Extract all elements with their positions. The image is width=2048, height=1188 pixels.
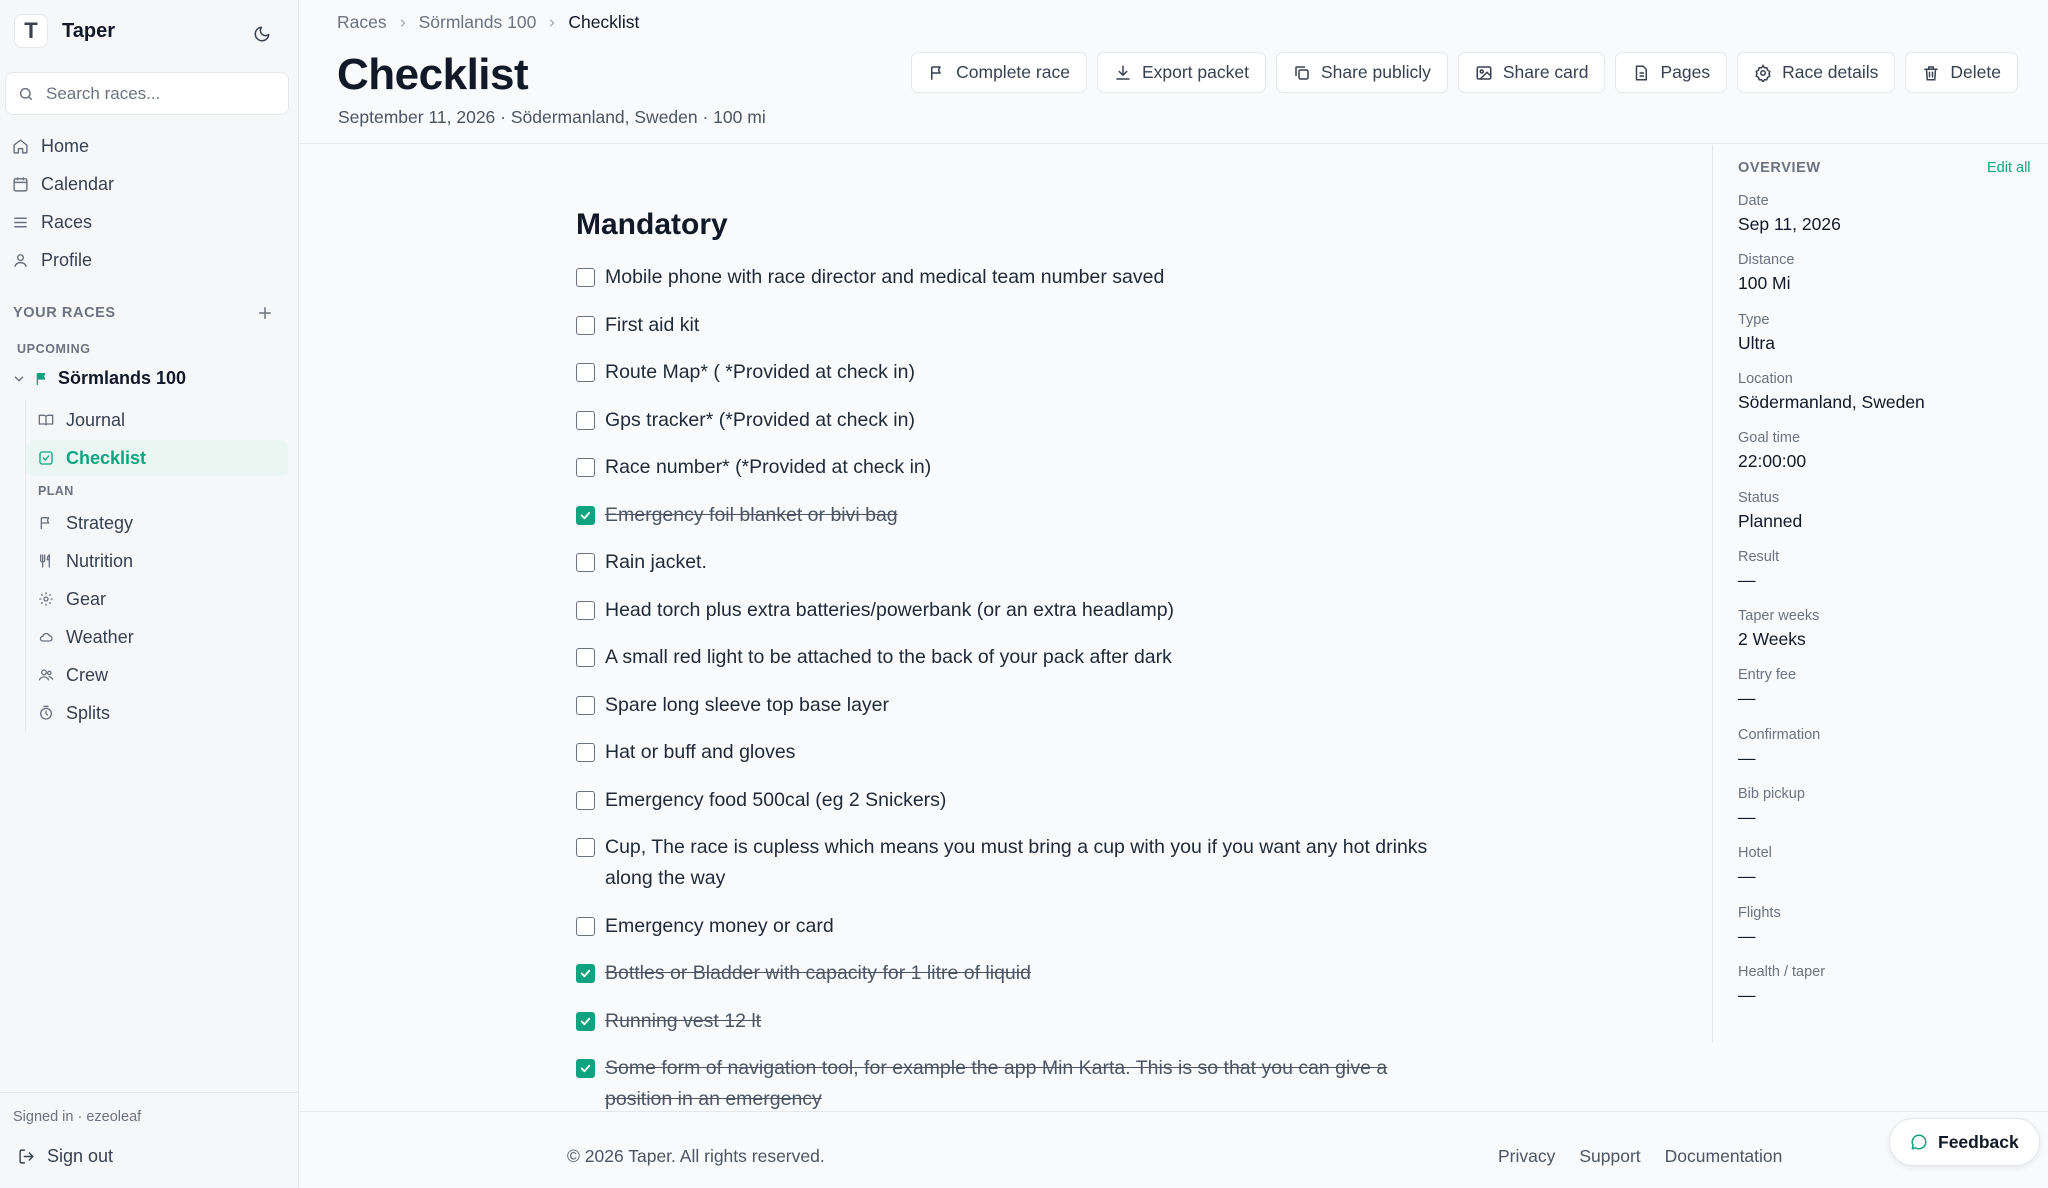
delete-button[interactable]: [1905, 52, 2018, 93]
race-nav-journal-label: Journal: [66, 409, 126, 430]
checklist-item-text[interactable]: Emergency money or card: [605, 914, 834, 937]
race-nav-nutrition-label: Nutrition: [66, 550, 134, 571]
checkbox[interactable]: [576, 268, 595, 287]
flag-icon: [34, 371, 50, 387]
checklist-item: [576, 911, 1436, 942]
overview-field-value: Sep 11, 2026: [1738, 214, 1841, 234]
nav-label-home: Home: [41, 135, 90, 156]
nav-item-profile[interactable]: [12, 245, 92, 275]
chevron-right-icon: [546, 17, 558, 29]
nav-label-calendar: Calendar: [41, 173, 115, 194]
overview-field[interactable]: [1738, 964, 1825, 1006]
checklist-item: [576, 1006, 1436, 1037]
copy-icon: [1293, 64, 1311, 82]
checklist-item-text[interactable]: Route Map* ( *Provided at check in): [605, 361, 915, 383]
race-details-button[interactable]: [1737, 52, 1895, 93]
checkbox[interactable]: [576, 838, 595, 857]
overview-field-label: Flights: [1738, 904, 1781, 921]
checklist-main: [300, 145, 1712, 1111]
overview-field-label: Confirmation: [1738, 726, 1821, 743]
search-icon: [18, 86, 34, 102]
nav-label-races: Races: [41, 211, 93, 232]
checklist-item: [576, 405, 1436, 436]
race-nav-strategy[interactable]: [26, 505, 288, 541]
checkbox[interactable]: [576, 553, 595, 572]
section-heading: Mandatory: [576, 208, 728, 241]
nav-item-home[interactable]: [12, 131, 89, 161]
checklist-item-text[interactable]: Mobile phone with race director and medical team number saved: [605, 266, 1165, 288]
your-races-label: YOUR RACES: [13, 305, 116, 321]
checklist-item: [576, 547, 1436, 578]
nav-item-races[interactable]: [12, 207, 92, 237]
overview-field[interactable]: [1738, 786, 1805, 828]
overview-field-value: —: [1738, 747, 1756, 768]
overview-field-label: Distance: [1738, 252, 1795, 269]
checklist-item: [576, 690, 1436, 721]
nav-label-profile: Profile: [41, 249, 93, 270]
signed-in-status: Signed in · ezeoleaf: [13, 1109, 142, 1125]
pages-button[interactable]: [1615, 52, 1727, 93]
overview-field[interactable]: [1738, 490, 1802, 532]
theme-toggle-button[interactable]: [248, 20, 276, 48]
overview-field-label: Bib pickup: [1738, 786, 1805, 802]
pages-label: Pages: [1660, 62, 1711, 82]
checkbox[interactable]: [576, 791, 595, 810]
complete-race-button[interactable]: [911, 52, 1087, 93]
app-name: Taper: [62, 19, 115, 42]
export-packet-button[interactable]: [1097, 52, 1266, 93]
checklist-item-text[interactable]: Running vest 12 lt: [605, 1009, 762, 1032]
breadcrumb-races[interactable]: Races: [337, 12, 387, 32]
checkbox-icon: [38, 450, 54, 466]
race-nav-journal[interactable]: [26, 402, 288, 438]
checklist-item: [576, 785, 1436, 816]
checkmark-icon: [579, 967, 592, 980]
checkbox[interactable]: [576, 601, 595, 620]
overview-field-label: Status: [1738, 489, 1780, 506]
overview-field-value: Planned: [1738, 510, 1803, 531]
download-icon: [1114, 64, 1132, 82]
checklist-item-text[interactable]: Head torch plus extra batteries/powerbank (or an extra headlamp): [605, 598, 1175, 621]
overview-field-label: Date: [1738, 193, 1769, 209]
support-link[interactable]: Support: [1579, 1146, 1641, 1166]
chat-bubble-icon: [1910, 1133, 1928, 1151]
list-icon: [12, 214, 29, 231]
edit-all-link[interactable]: Edit all: [1987, 160, 2031, 176]
moon-icon: [253, 25, 271, 43]
checkbox[interactable]: [576, 648, 595, 667]
overview-field[interactable]: [1738, 371, 1925, 413]
checklist-item: [576, 1053, 1436, 1111]
breadcrumb-race[interactable]: Sörmlands 100: [418, 12, 537, 32]
plan-label: PLAN: [38, 484, 74, 498]
overview-title: OVERVIEW: [1738, 160, 1821, 176]
checklist-item-text[interactable]: Gps tracker* (*Provided at check in): [605, 408, 915, 431]
users-icon: [38, 667, 54, 683]
checklist-item: [576, 832, 1436, 894]
documentation-link[interactable]: Documentation: [1664, 1146, 1783, 1166]
race-nav-nutrition[interactable]: [26, 543, 288, 579]
checklist-item: [576, 500, 1436, 531]
overview-field[interactable]: [1738, 667, 1796, 709]
home-icon: [12, 138, 29, 155]
checkmark-icon: [579, 1062, 592, 1075]
checklist-item: [576, 310, 1436, 341]
overview-panel: [1712, 145, 2048, 1042]
checklist-item-text[interactable]: A small red light to be attached to the back of your pack after dark: [605, 646, 1172, 668]
feedback-label: Feedback: [1938, 1131, 2019, 1152]
race-nav-weather-label: Weather: [66, 626, 134, 647]
overview-field-value: —: [1738, 688, 1756, 709]
overview-field[interactable]: [1738, 193, 1841, 235]
checkbox[interactable]: [576, 696, 595, 715]
checklist-item-text[interactable]: Race number* (*Provided at check in): [605, 456, 932, 478]
checkbox[interactable]: [576, 743, 595, 762]
overview-field-value: —: [1738, 984, 1756, 1005]
checklist-item-text[interactable]: Emergency foil blanket or bivi bag: [605, 503, 898, 526]
chevron-right-icon: [397, 17, 409, 29]
race-nav-weather[interactable]: [26, 619, 288, 655]
cloud-sun-icon: [38, 629, 54, 645]
overview-field[interactable]: [1738, 845, 1772, 887]
overview-field[interactable]: [1738, 252, 1794, 294]
toolbar: [911, 52, 2018, 93]
export-packet-label: Export packet: [1141, 62, 1249, 82]
checkbox-checked[interactable]: [576, 1012, 595, 1031]
overview-field[interactable]: [1738, 312, 1775, 354]
nav-item-calendar[interactable]: [12, 169, 114, 199]
share-publicly-label: Share publicly: [1320, 62, 1431, 82]
race-nav-splits[interactable]: [26, 695, 288, 731]
footer-links: [1498, 1146, 1782, 1167]
overview-field-label: Hotel: [1738, 845, 1772, 862]
race-name: Sörmlands 100: [58, 368, 187, 388]
privacy-link[interactable]: Privacy: [1498, 1146, 1556, 1166]
race-nav-crew[interactable]: [26, 657, 288, 693]
app-logo: T: [14, 14, 48, 48]
checklist-item: [576, 737, 1436, 768]
flag-icon: [928, 64, 946, 82]
race-nav-splits-label: Splits: [66, 702, 111, 723]
overview-field-value: Ultra: [1738, 332, 1775, 353]
feedback-button[interactable]: [1889, 1118, 2040, 1166]
checkbox[interactable]: [576, 458, 595, 477]
overview-field-value: —: [1738, 569, 1756, 590]
complete-race-label: Complete race: [956, 62, 1070, 82]
sign-out-button[interactable]: [18, 1146, 113, 1167]
checkmark-icon: [579, 509, 592, 522]
share-card-label: Share card: [1502, 62, 1589, 82]
overview-field[interactable]: [1738, 549, 1779, 591]
overview-field-value: 2 Weeks: [1738, 629, 1806, 650]
trash-icon: [1922, 64, 1940, 82]
checkbox-checked[interactable]: [576, 964, 595, 983]
overview-field[interactable]: [1738, 905, 1781, 947]
page-footer: [300, 1111, 2048, 1188]
add-race-button[interactable]: [254, 302, 276, 324]
checkbox[interactable]: [576, 917, 595, 936]
breadcrumb: [337, 12, 639, 33]
brand[interactable]: [14, 14, 115, 48]
checklist-item: [576, 262, 1436, 293]
share-card-button[interactable]: [1458, 52, 1606, 93]
settings-icon: [1754, 64, 1772, 82]
race-nav-checklist-label: Checklist: [66, 447, 147, 468]
checklist-item: [576, 958, 1436, 989]
checklist-item-text[interactable]: Rain jacket.: [605, 551, 707, 573]
overview-field-value: —: [1738, 925, 1756, 946]
overview-field-value: 100 Mi: [1738, 273, 1791, 294]
overview-field[interactable]: [1738, 608, 1819, 650]
checklist-item-text[interactable]: First aid kit: [605, 313, 700, 336]
pages-icon: [1632, 64, 1650, 82]
checklist-item-text[interactable]: Bottles or Bladder with capacity for 1 litre of liquid: [605, 962, 1031, 984]
checklist-item-text[interactable]: Emergency food 500cal (eg 2 Snickers): [605, 788, 947, 811]
image-icon: [1475, 64, 1493, 82]
checklist-item: [576, 642, 1436, 673]
search-input[interactable]: [46, 84, 266, 104]
share-publicly-button[interactable]: [1276, 52, 1448, 93]
book-icon: [38, 412, 54, 428]
race-nav-checklist[interactable]: [26, 440, 288, 476]
overview-field-label: Taper weeks: [1738, 608, 1820, 625]
race-nav-gear[interactable]: [26, 581, 288, 617]
flag-outline-icon: [38, 515, 54, 531]
race-nav-strategy-label: Strategy: [66, 512, 134, 533]
checklist-item: [576, 452, 1436, 483]
overview-field-value: 22:00:00: [1738, 451, 1807, 472]
checkmark-icon: [579, 1015, 592, 1028]
checklist-item-text[interactable]: Some form of navigation tool, for example the app Min Karta. This is so that you can give a position in an emergency: [605, 1057, 1388, 1110]
search-box[interactable]: [5, 72, 289, 115]
stopwatch-icon: [38, 705, 54, 721]
plus-icon: [256, 304, 274, 322]
overview-field-label: Result: [1738, 548, 1780, 565]
race-nav-gear-label: Gear: [66, 588, 107, 609]
page-title: Checklist: [337, 50, 529, 99]
checklist-item-text[interactable]: Cup, The race is cupless which means you must bring a cup with you if you want any hot drinks along the way: [605, 836, 1428, 889]
overview-field-label: Location: [1738, 370, 1793, 387]
race-item-sormlands[interactable]: [12, 368, 186, 389]
race-details-label: Race details: [1782, 62, 1879, 82]
overview-field-value: —: [1738, 866, 1756, 887]
checklist-item: [576, 357, 1436, 388]
user-icon: [12, 252, 29, 269]
checklist-item-text[interactable]: Spare long sleeve top base layer: [605, 693, 890, 716]
logout-icon: [18, 1148, 35, 1165]
delete-label: Delete: [1950, 62, 2001, 82]
checkbox-checked[interactable]: [576, 506, 595, 525]
copyright-text: © 2026 Taper. All rights reserved.: [567, 1146, 825, 1166]
race-nav-crew-label: Crew: [66, 664, 109, 685]
checklist-item: [576, 595, 1436, 626]
checklist-item-text[interactable]: Hat or buff and gloves: [605, 741, 796, 763]
sidebar-footer-divider: [0, 1092, 299, 1093]
overview-field-label: Goal time: [1738, 430, 1801, 447]
overview-field[interactable]: [1738, 727, 1820, 769]
sign-out-label: Sign out: [47, 1146, 114, 1166]
chevron-down-icon: [12, 372, 26, 386]
utensils-icon: [38, 553, 54, 569]
overview-field-label: Entry fee: [1738, 667, 1797, 684]
upcoming-label: UPCOMING: [17, 342, 91, 356]
overview-field-label: Health / taper: [1738, 963, 1826, 980]
page-header: [300, 0, 2048, 144]
overview-field-label: Type: [1738, 311, 1770, 328]
breadcrumb-current: Checklist: [568, 12, 640, 32]
checkbox[interactable]: [576, 411, 595, 430]
checkbox[interactable]: [576, 316, 595, 335]
page-subtitle: September 11, 2026 · Södermanland, Sweden · 100 mi: [338, 107, 766, 127]
calendar-icon: [12, 176, 29, 193]
overview-field-value: —: [1738, 807, 1756, 827]
checkbox-checked[interactable]: [576, 1059, 595, 1078]
checklist: [576, 262, 1436, 1111]
checkbox[interactable]: [576, 363, 595, 382]
overview-field[interactable]: [1738, 430, 1806, 472]
overview-field-value: Södermanland, Sweden: [1738, 391, 1925, 412]
gear-icon: [38, 591, 54, 607]
sidebar: [0, 0, 299, 1188]
